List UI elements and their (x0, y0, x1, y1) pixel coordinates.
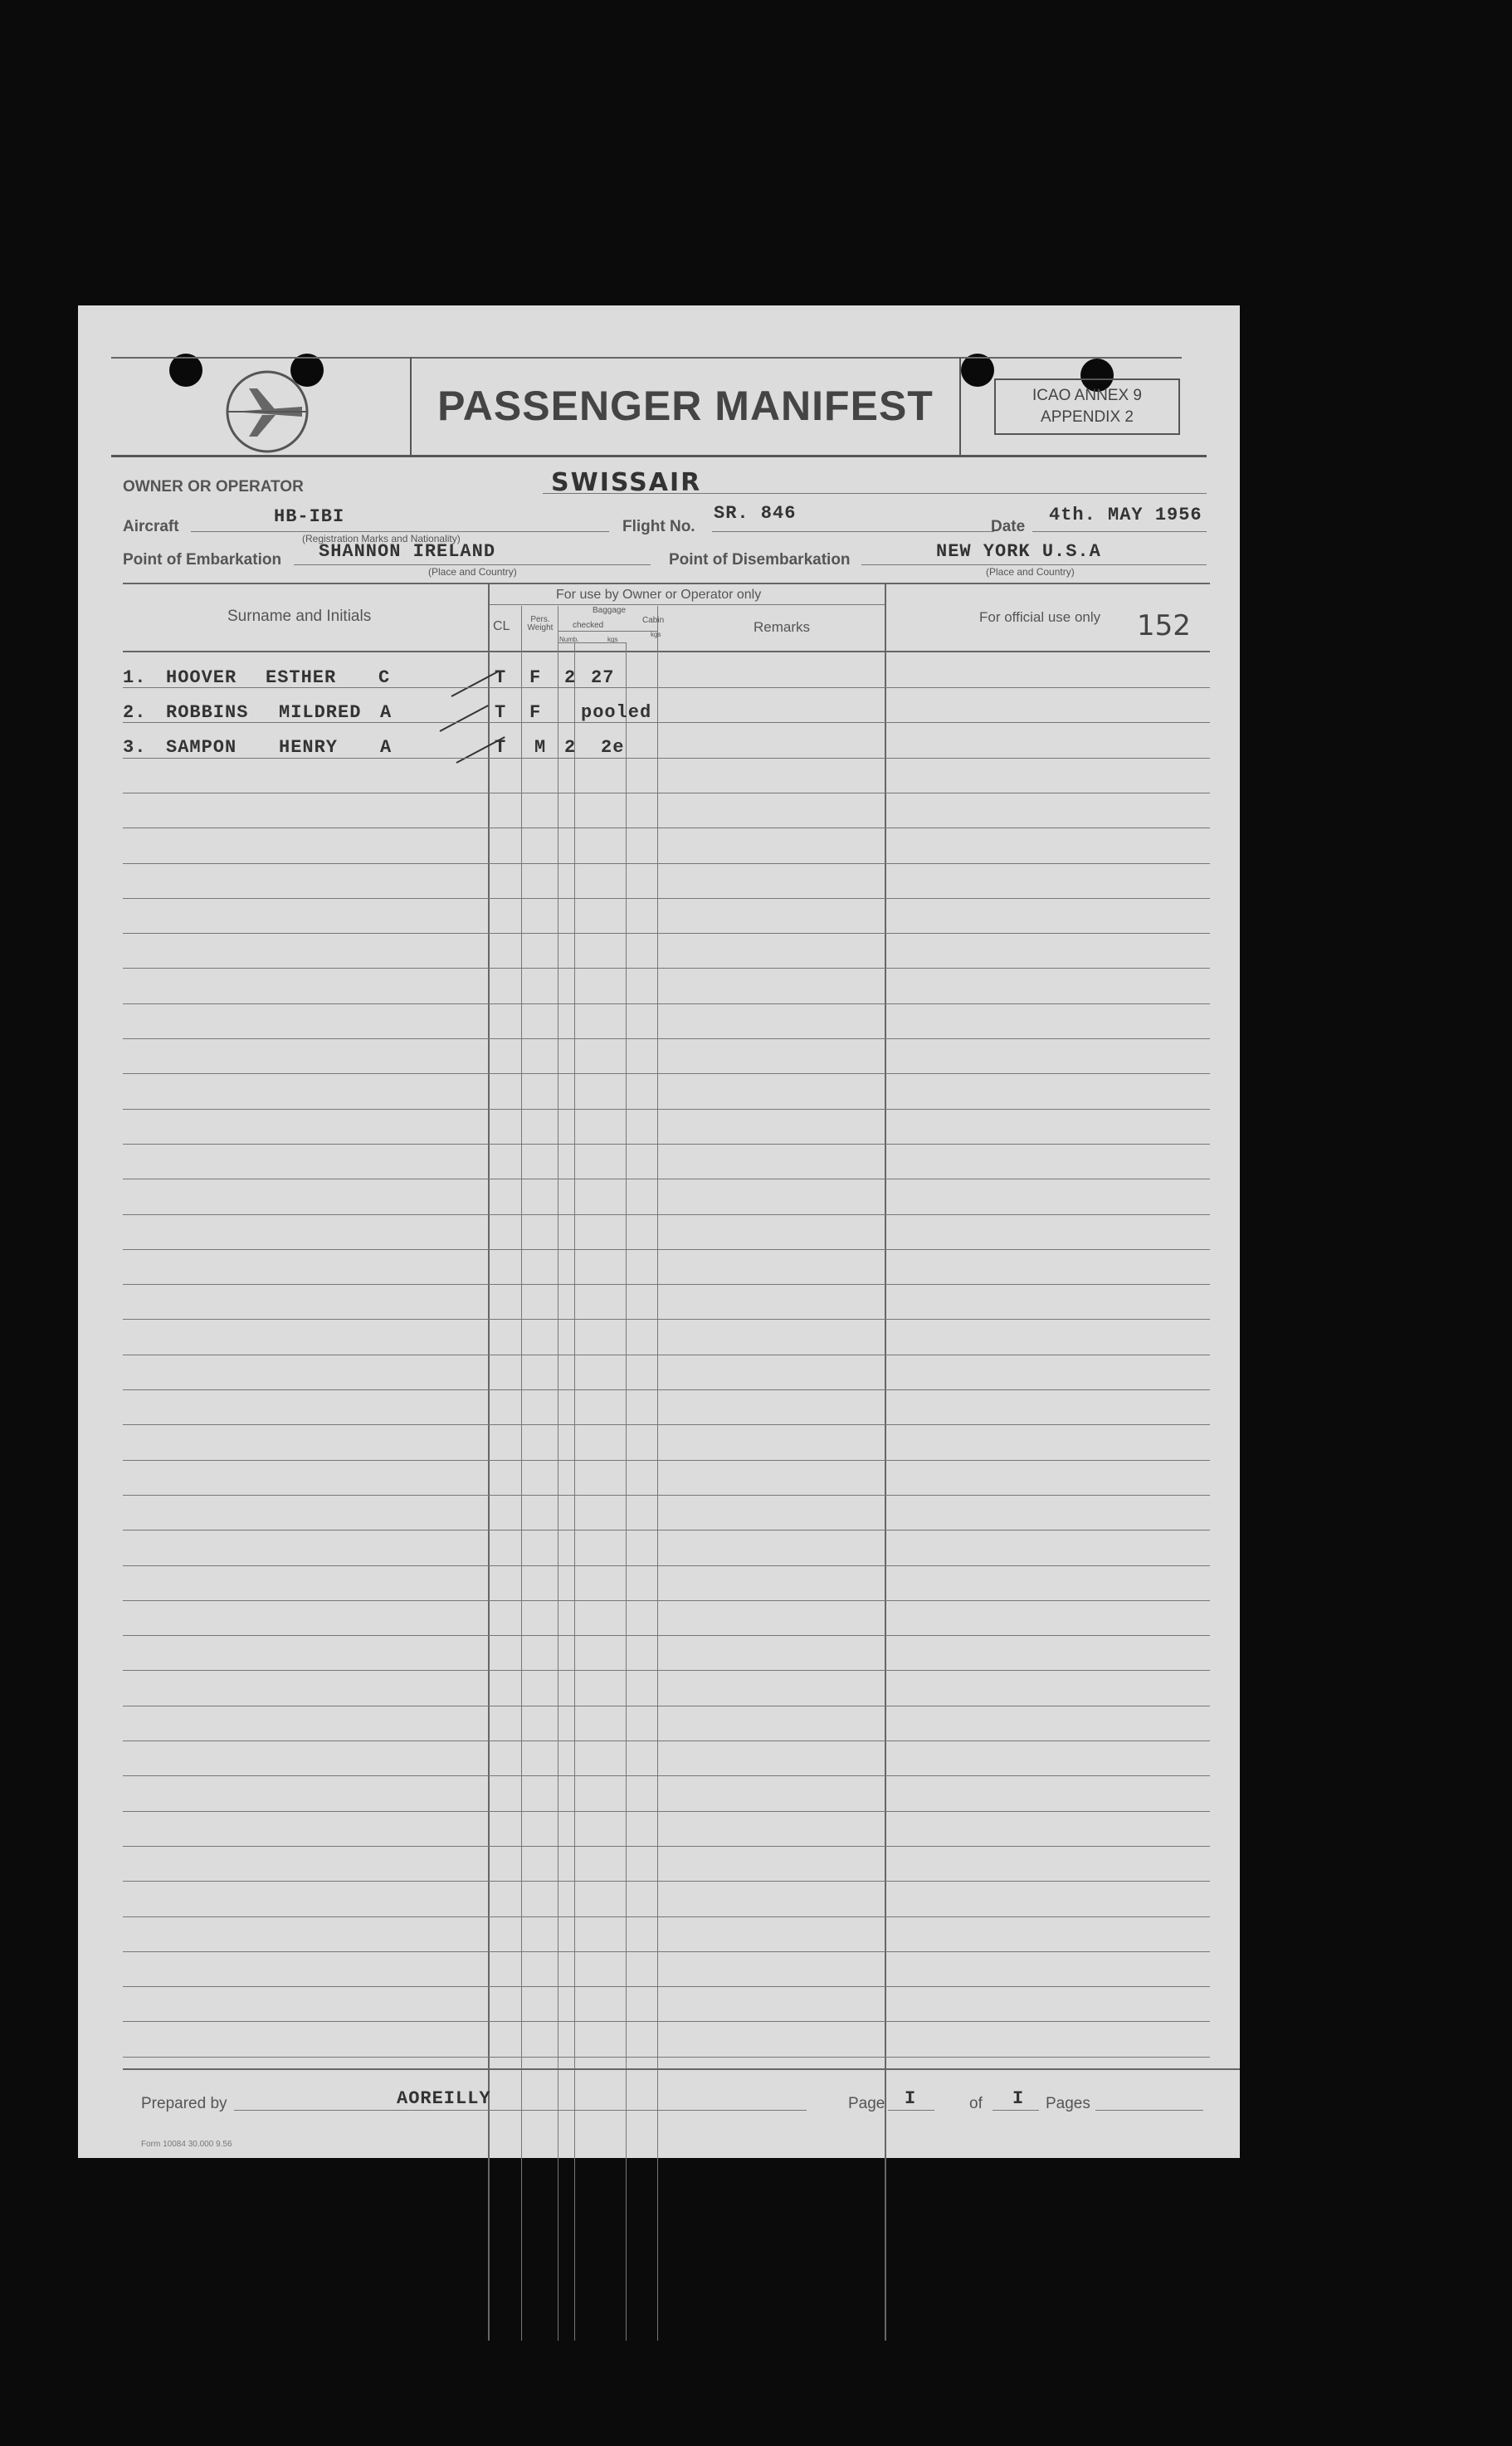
table-row-rule (123, 1846, 1210, 1847)
col-divider (488, 583, 490, 2341)
icao-annex-label: ICAO ANNEX 9 (1032, 387, 1142, 404)
table-row-rule (123, 1249, 1210, 1250)
table-row-rule (123, 1214, 1210, 1215)
table-row-rule (123, 758, 1210, 759)
table-row-rule (123, 1530, 1210, 1531)
aircraft-note: (Registration Marks and Nationality) (302, 533, 461, 544)
header-bottom-rule (123, 651, 1210, 652)
passenger-sex: F (529, 702, 542, 723)
table-top-rule (123, 583, 1210, 584)
passenger-surname: ROBBINS (166, 702, 249, 723)
of-label: of (969, 2095, 983, 2112)
punch-hole (961, 354, 994, 387)
flight-value: SR. 846 (714, 503, 797, 524)
form-number: Form 10084 30.000 9.56 (141, 2140, 232, 2149)
table-row-rule (123, 1424, 1210, 1425)
table-row-rule (123, 863, 1210, 864)
owner-value: SWISSAIR (551, 468, 702, 497)
footer-rule (123, 2068, 1240, 2070)
row-number: 1. (123, 667, 147, 688)
disembarkation-label: Point of Disembarkation (669, 551, 851, 569)
table-row-rule (123, 687, 1210, 688)
table-row-rule (123, 1635, 1210, 1636)
aircraft-label: Aircraft (123, 518, 179, 535)
passenger-class: T (495, 702, 507, 723)
flight-line (712, 531, 994, 532)
passenger-initial: C (378, 667, 391, 688)
embarkation-line (294, 564, 651, 565)
table-row-rule (123, 1951, 1210, 1952)
total-line (993, 2110, 1039, 2111)
table-row-rule (123, 1670, 1210, 1671)
date-label: Date (991, 518, 1026, 535)
checkmark (451, 670, 500, 697)
table-row-rule (123, 1986, 1210, 1987)
table-row-rule (123, 933, 1210, 934)
date-value: 4th. MAY 1956 (1049, 505, 1202, 525)
owner-label: OWNER OR OPERATOR (123, 478, 304, 496)
passenger-sex: M (534, 737, 547, 758)
table-row-rule (123, 1109, 1210, 1110)
table-row-rule (123, 1073, 1210, 1074)
passenger-firstname: ESTHER (266, 667, 337, 688)
kgs-header: kgs (607, 636, 618, 643)
passenger-initial: A (380, 702, 393, 723)
pers-weight-header: Pers. Weight (527, 615, 554, 632)
col-divider (885, 583, 886, 2341)
official-use-header: For official use only (979, 609, 1101, 625)
table-row-rule (123, 898, 1210, 899)
table-row-rule (123, 1003, 1210, 1004)
row-number: 2. (123, 702, 147, 723)
table-row-rule (123, 1565, 1210, 1566)
baggage-count: 2 (564, 737, 577, 758)
pages-label: Pages (1046, 2095, 1090, 2112)
owner-use-header: For use by Owner or Operator only (556, 588, 762, 602)
passenger-sex: F (529, 667, 542, 688)
official-use-number: 152 (1137, 609, 1191, 642)
passenger-firstname: HENRY (279, 737, 339, 758)
checkmark (440, 705, 489, 732)
table-row-rule (123, 2057, 1210, 2058)
table-row-rule (123, 1811, 1210, 1812)
embarkation-label: Point of Embarkation (123, 551, 282, 569)
owner-line (543, 493, 1207, 494)
page-title: PASSENGER MANIFEST (437, 383, 934, 429)
pages-line (1095, 2110, 1203, 2111)
embarkation-note: (Place and Country) (428, 566, 517, 578)
disembarkation-value: NEW YORK U.S.A (936, 541, 1101, 562)
page-label: Page (848, 2095, 885, 2112)
table-row-rule (123, 1389, 1210, 1390)
table-row-rule (123, 1319, 1210, 1320)
page-line (888, 2110, 934, 2111)
disembarkation-note: (Place and Country) (986, 566, 1075, 578)
checked-header: checked (573, 621, 604, 630)
passenger-class: T (495, 667, 507, 688)
passenger-surname: HOOVER (166, 667, 237, 688)
table-row-rule (123, 1284, 1210, 1285)
manifest-page (78, 305, 1240, 2158)
remarks-header: Remarks (754, 619, 811, 635)
baggage-header: Baggage (593, 606, 627, 615)
passenger-class: T (495, 737, 507, 758)
passenger-initial: A (380, 737, 393, 758)
header-rule (111, 455, 1207, 457)
aircraft-value: HB-IBI (274, 506, 345, 527)
table-row-rule (123, 1460, 1210, 1461)
table-row-rule (123, 1144, 1210, 1145)
table-row-rule (123, 1881, 1210, 1882)
baggage-kgs: pooled (581, 702, 652, 723)
surname-header: Surname and Initials (227, 608, 372, 625)
numb-header: Numb. (559, 636, 579, 643)
col-divider (521, 606, 522, 2341)
prepared-by-line (234, 2110, 807, 2111)
flight-label: Flight No. (622, 518, 695, 535)
passenger-firstname: MILDRED (279, 702, 362, 723)
table-row-rule (123, 2021, 1210, 2022)
baggage-kgs: 2e (601, 737, 625, 758)
table-row-rule (123, 1916, 1210, 1917)
title-box (410, 357, 961, 455)
cl-header: CL (493, 619, 510, 633)
prepared-by-label: Prepared by (141, 2095, 227, 2112)
cabin-kgs-header: kgs (651, 631, 661, 638)
table-row-rule (123, 722, 1210, 723)
table-row-rule (123, 1495, 1210, 1496)
table-row-rule (123, 968, 1210, 969)
icao-annex-box (994, 378, 1180, 435)
table-row-rule (123, 1038, 1210, 1039)
col-divider (657, 606, 658, 2341)
prepared-by-value: AOREILLY (397, 2088, 491, 2109)
table-row-rule (123, 1600, 1210, 1601)
airline-logo-icon (224, 369, 310, 455)
baggage-rule (558, 631, 657, 632)
passenger-surname: SAMPON (166, 737, 237, 758)
baggage-kgs: 27 (591, 667, 615, 688)
embarkation-value: SHANNON IRELAND (319, 541, 496, 562)
total-pages: I (1012, 2088, 1025, 2109)
table-row-rule (123, 1775, 1210, 1776)
disembarkation-line (861, 564, 1207, 565)
baggage-count: 2 (564, 667, 577, 688)
owner-use-rule (490, 604, 886, 605)
page-number: I (905, 2088, 917, 2109)
row-number: 3. (123, 737, 147, 758)
date-line (1032, 531, 1207, 532)
aircraft-line (191, 531, 609, 532)
checked-rule (558, 642, 626, 643)
punch-hole (169, 354, 202, 387)
icao-appendix-label: APPENDIX 2 (1041, 408, 1134, 426)
cabin-header: Cabin (642, 616, 665, 625)
